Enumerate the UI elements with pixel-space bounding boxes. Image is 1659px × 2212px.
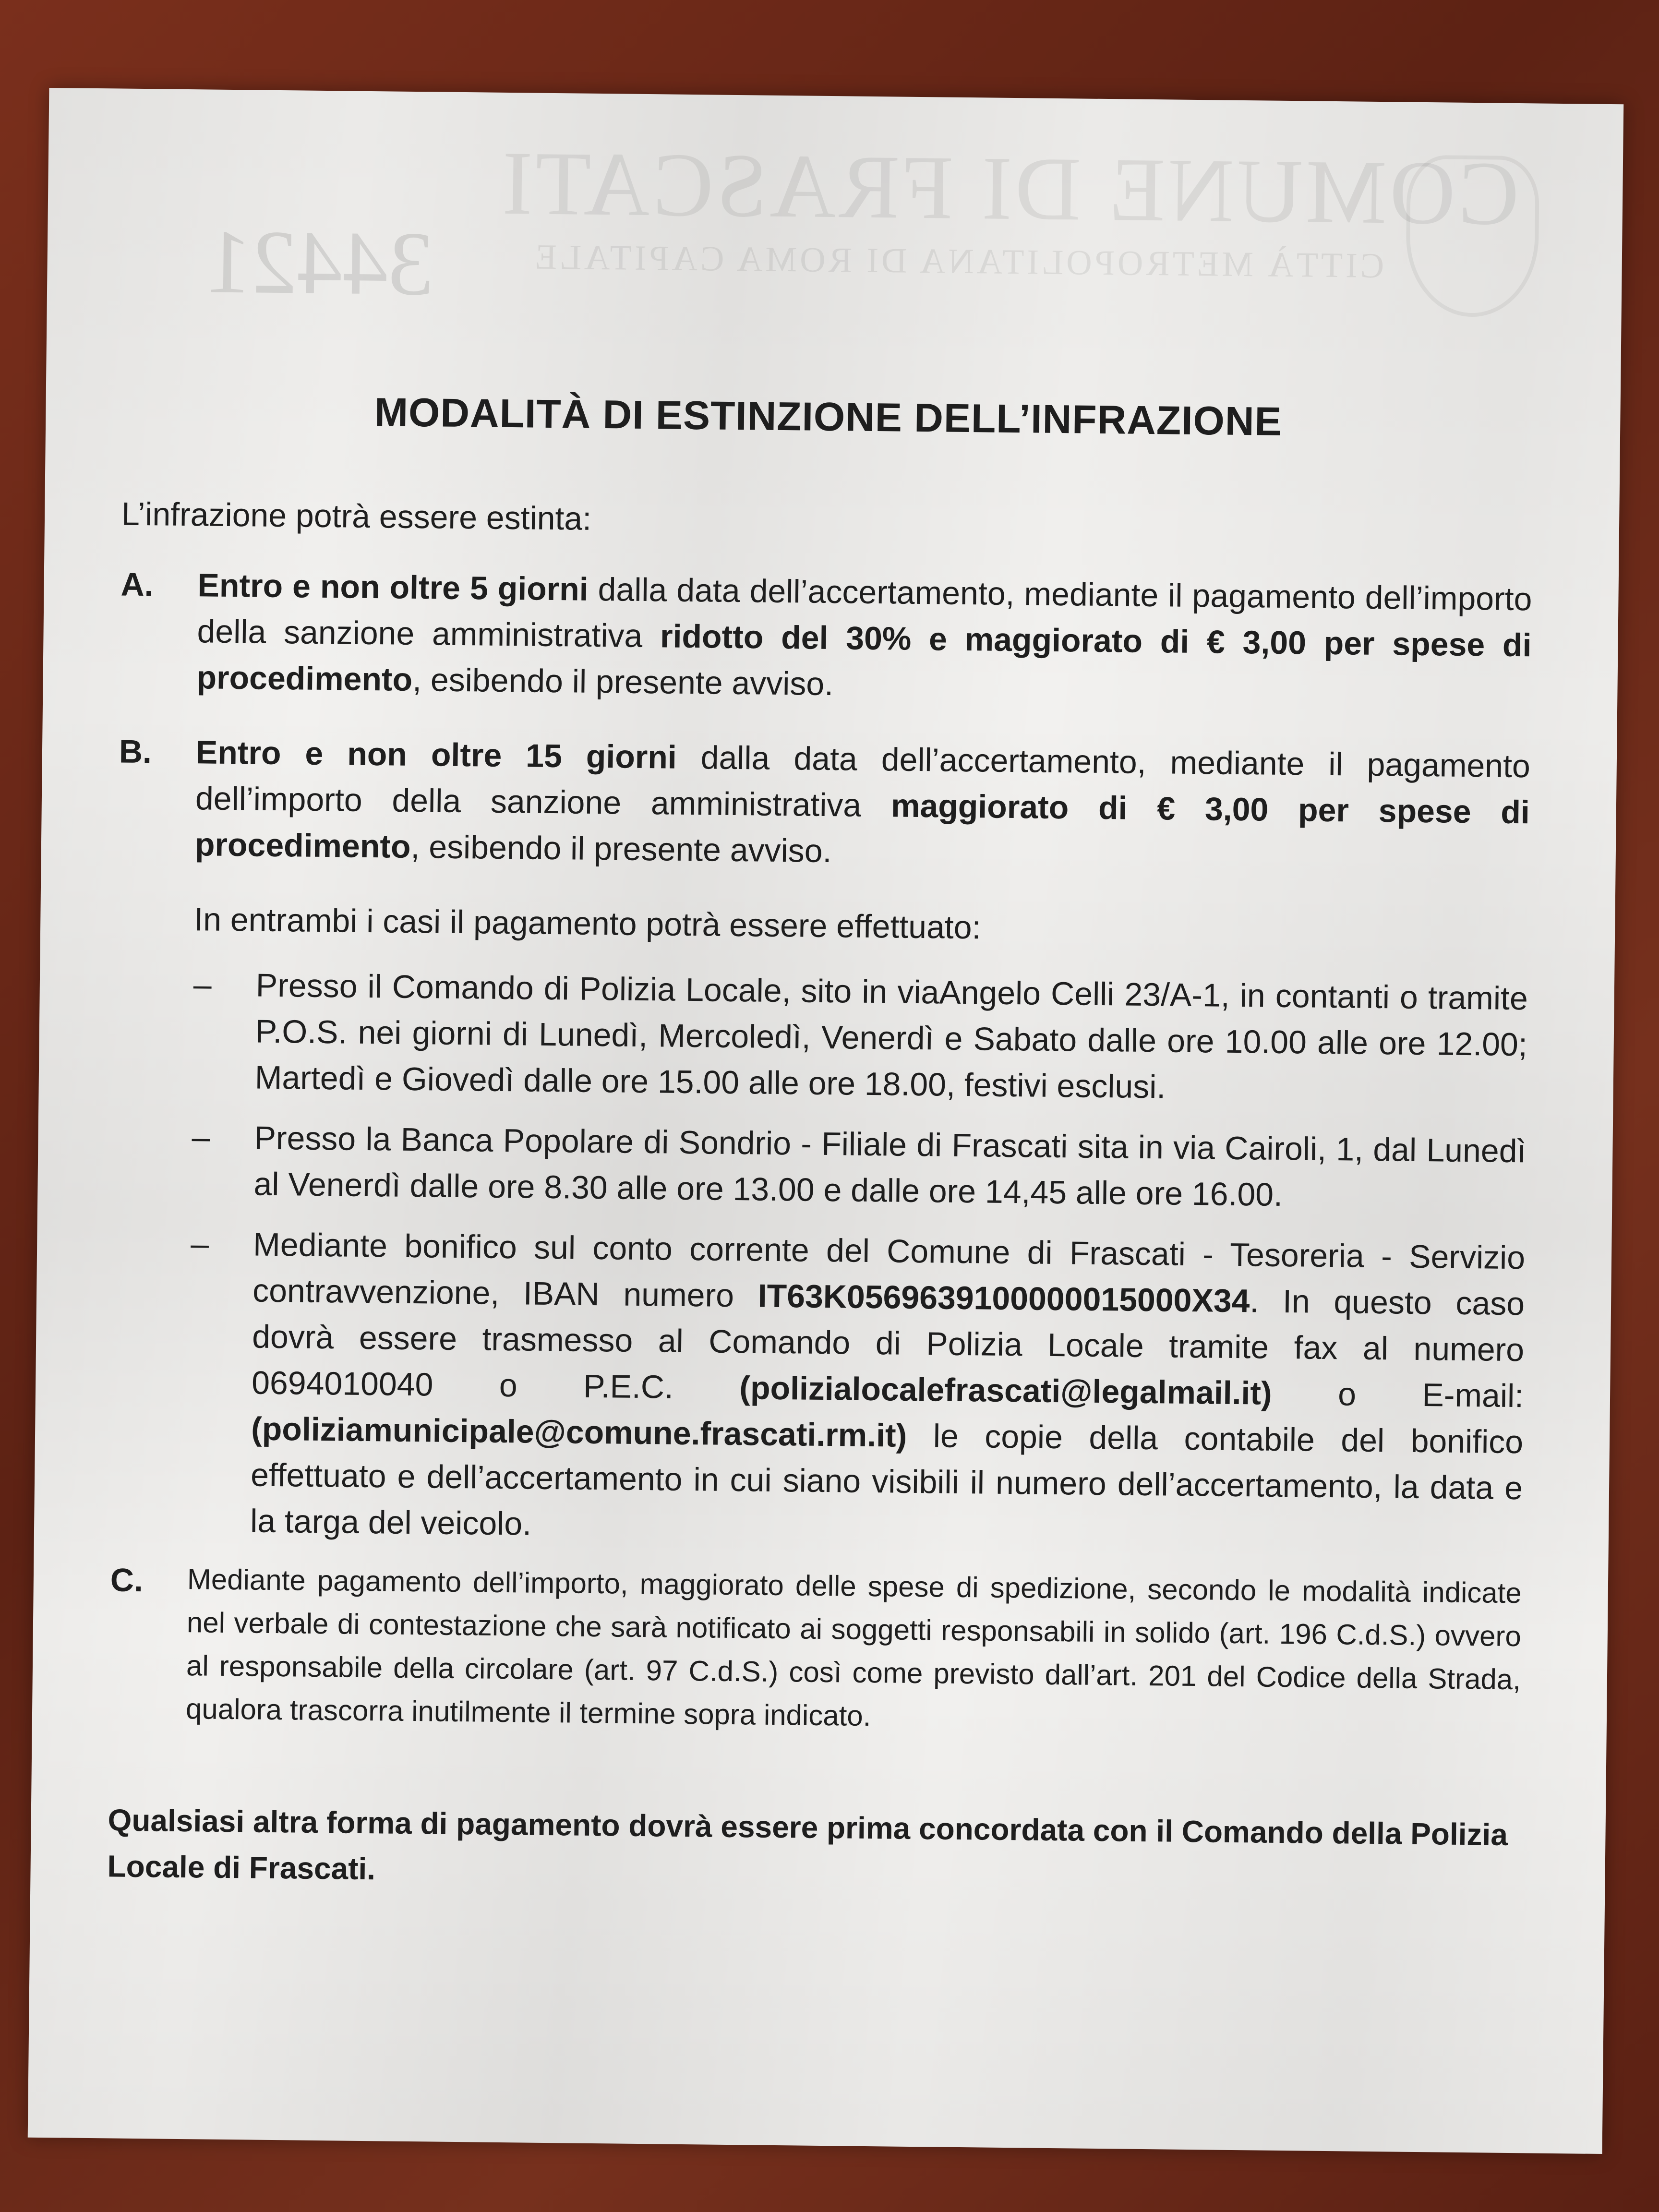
item-a-amount: ridotto del 30% e maggiorato di € 3,00 per spese di procedimento [196,618,1532,698]
transfer-text-4: le copie della contabile del bonifico effettuato e dell’accertamento in cui siano visibili il numero dell’accertamento, la data e la targa del veicolo. [250,1417,1524,1542]
bleedthrough-title: COMUNE DI FRASCATI [499,132,1520,245]
payment-option-transfer-text [250,1222,1526,1558]
item-b-amount: maggiorato di € 3,00 per spese di procedimento [194,787,1530,865]
payment-option-bank [191,1114,1527,1220]
item-c-letter: C. [110,1562,144,1599]
item-a-text-1: dalla data dell’accertamento, mediante il pagamento dell’importo della sanzione amministrativa [197,571,1532,655]
intro-text: L’infrazione potrà essere estinta: [121,495,592,537]
paper-sheet [28,88,1624,2154]
item-c-text: Mediante pagamento dell’importo, maggiorato delle spese di spedizione, secondo le modalità indicate nel verbale di contestazione che sarà notificato ai soggetti responsabili in solido (art. 196 C.d.S.) ovvero al responsabile della circolare (art. 97 C.d.S.) così come previsto dall’art. 201 del Codice della Strada, qualora trascorra inutilmente il termine sopra indicato. [185,1563,1522,1732]
document-content [107,386,1534,1904]
transfer-text-2: . In questo caso dovrà essere trasmesso al Comando di Polizia Locale tramite fax al numero 0694010040 o P.E.C. [251,1283,1525,1407]
payment-option-office [192,962,1528,1114]
closing-note: Qualsiasi altra forma di pagamento dovrà essere prima concordata con il Comando della Polizia Locale di Frascati. [107,1803,1508,1887]
transfer-text-1: Mediante bonifico sul conto corrente del Comune di Frascati - Tesoreria - Servizio contravvenzione, IBAN numero [252,1226,1526,1314]
item-a-letter: A. [120,566,154,603]
payment-option-transfer [188,1221,1526,1557]
transfer-text-3: o E-mail: [1272,1375,1524,1415]
bullet-dash: – [190,1226,209,1262]
item-a-text-2: , esibendo il presente avviso. [412,661,834,703]
pec-address: (polizialocalefrascati@legalmail.it) [739,1370,1273,1412]
item-b [118,729,1530,882]
document-title: MODALITÀ DI ESTINZIONE DELL’INFRAZIONE [374,389,1283,444]
bleedthrough-subtitle: CITTÀ METROPOLITANA DI ROMA CAPITALE [532,237,1384,286]
email-address: (poliziamunicipale@comune.frascati.rm.it) [251,1410,907,1454]
bullet-dash: – [193,966,212,1003]
payment-note: In entrambi i casi il pagamento potrà essere effettuato: [193,901,981,946]
bleedthrough-crest-icon [1406,155,1540,318]
iban-number: IT63K0569639100000015000X34 [757,1277,1250,1320]
item-b-text-1: dalla data dell’accertamento, mediante il pagamento dell’importo della sanzione amministrativa [195,739,1531,824]
item-a [120,562,1532,715]
item-b-text-2: , esibendo il presente avviso. [410,828,832,870]
item-b-deadline: Entro e non oltre 15 giorni [195,734,677,776]
item-a-deadline: Entro e non oltre 5 giorni [197,567,589,608]
item-b-text [194,729,1530,881]
item-c [109,1557,1522,1744]
item-a-text [196,562,1532,714]
payment-option-office-text: Presso il Comando di Polizia Locale, sito in viaAngelo Celli 23/A-1, in contanti o tramite P.O.S. nei giorni di Lunedì, Mercoledì, Venerdì e Sabato dalle ore 10.00 alle ore 12.00; Martedì e Giovedì dalle ore 15.00 alle ore 18.00, festivi esclusi. [254,967,1528,1106]
bleedthrough-number: 34421 [205,211,434,315]
bullet-dash: – [192,1119,210,1156]
item-b-letter: B. [119,733,152,770]
payment-option-bank-text: Presso la Banca Popolare di Sondrio - Filiale di Frascati sita in via Cairoli, 1, dal Lunedì al Venerdì dalle ore 8.30 alle ore 13.00 e dalle ore 14,45 alle ore 16.00. [253,1119,1527,1213]
